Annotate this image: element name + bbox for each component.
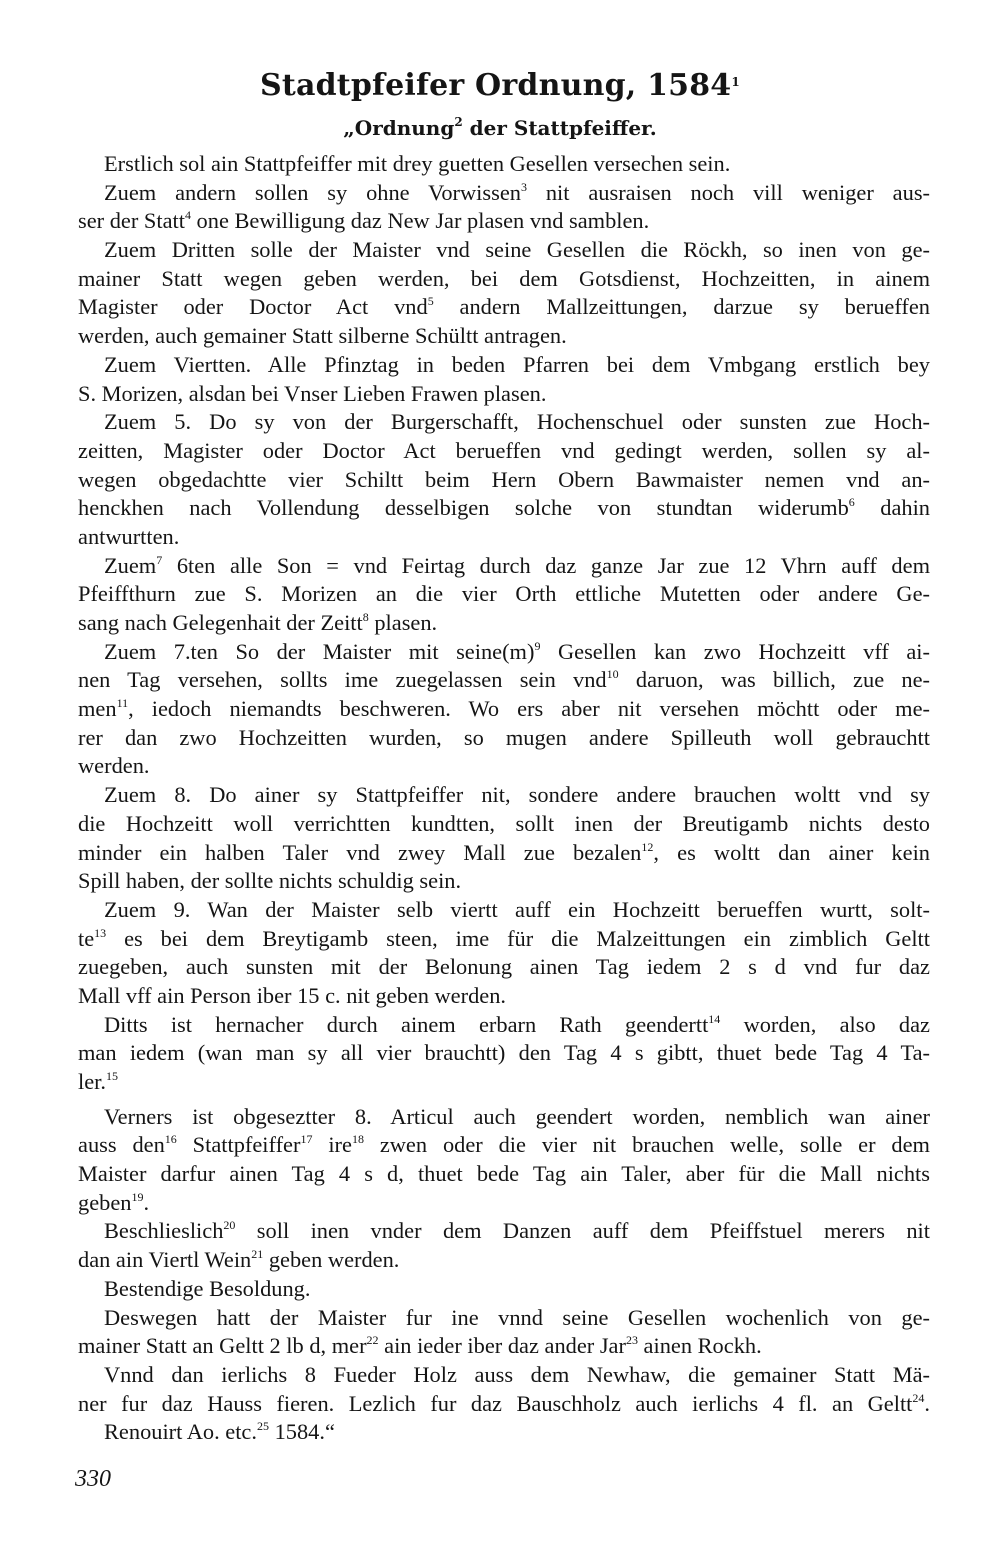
line-text: Zuem 8. Do ainer sy Stattpfeiffer nit, sondere andere brauchen woltt vnd sy bbox=[104, 782, 930, 808]
line-text: Deswegen hatt der Maister fur ine vnnd seine Gesellen wochenlich von ge- bbox=[104, 1304, 930, 1330]
text-line bbox=[78, 1332, 930, 1361]
text-line bbox=[78, 1390, 930, 1419]
footnote-ref: 9 bbox=[534, 638, 541, 653]
text-line bbox=[78, 351, 930, 380]
line-text: geben bbox=[78, 1189, 132, 1215]
line-text: Zuem andern sollen sy ohne Vorwissen bbox=[104, 179, 521, 205]
line-text: auss den bbox=[78, 1132, 165, 1158]
text-line bbox=[78, 1189, 930, 1218]
line-text: nen Tag versehen, sollts ime zuegelassen sein vnd bbox=[78, 667, 607, 693]
line-text: sang nach Gelegenhait der Zeitt bbox=[78, 610, 363, 635]
footnote-ref: 18 bbox=[351, 1132, 364, 1147]
footnote-ref: 10 bbox=[606, 667, 619, 682]
text-line bbox=[78, 293, 930, 322]
text-line bbox=[78, 1418, 930, 1447]
section-subtitle bbox=[0, 116, 1000, 140]
line-text: Zuem 5. Do sy von der Burgerschafft, Hochenschuel oder sunsten zue Hoch- bbox=[104, 409, 930, 435]
title-text: Stadtpfeifer Ordnung, 1584 bbox=[260, 68, 732, 103]
line-text: Zuem 9. Wan der Maister selb viertt auff ein Hochzeitt berueffen wurtt, solt- bbox=[104, 896, 930, 922]
footnote-ref: 21 bbox=[251, 1247, 264, 1262]
footnote-ref: 5 bbox=[427, 294, 434, 309]
text-line bbox=[78, 1011, 930, 1040]
subtitle-rest: der Stattpfeiffer. bbox=[462, 116, 657, 140]
page-title bbox=[0, 68, 1000, 103]
line-text: Maister darfur ainen Tag 4 s d, thuet bede Tag ain Taler, aber für die Mall nichts bbox=[78, 1161, 930, 1187]
line-text: werden, auch gemainer Statt silberne Schültt antragen. bbox=[78, 323, 567, 349]
line-text: nit ausraisen noch vill weniger aus- bbox=[526, 179, 930, 205]
line-text: Spill haben, der sollte nichts schuldig sein. bbox=[78, 868, 462, 894]
line-text: dan ain Viertl Wein bbox=[78, 1247, 252, 1273]
text-line bbox=[78, 1304, 930, 1333]
line-text: henckhen nach Vollendung desselbigen solche von stundtan widerumb bbox=[78, 495, 849, 521]
footnote-ref: 16 bbox=[164, 1132, 177, 1147]
line-text: soll inen vnder dem Danzen auff dem Pfeiffstuel merers nit bbox=[235, 1218, 930, 1244]
line-text: Magister oder Doctor Act vnd bbox=[78, 294, 428, 320]
footnote-ref: 7 bbox=[156, 552, 163, 567]
body-text bbox=[78, 150, 930, 1447]
footnote-ref: 6 bbox=[848, 495, 855, 510]
footnote-ref: 8 bbox=[362, 610, 369, 624]
line-text: Stattpfeiffer bbox=[176, 1132, 301, 1158]
subtitle-footnote-ref: 2 bbox=[454, 115, 463, 129]
line-text: ser der Statt bbox=[78, 208, 185, 234]
footnote-ref: 15 bbox=[105, 1069, 118, 1083]
line-text: ain ieder iber daz ander Jar bbox=[378, 1333, 626, 1359]
line-text: minder ein halben Taler vnd zwey Mall zue bezalen bbox=[78, 839, 642, 865]
text-line bbox=[78, 179, 930, 208]
line-text: Gesellen kan zwo Hochzeitt vff ai- bbox=[540, 638, 930, 664]
line-text: one Bewilligung daz New Jar plasen vnd samblen. bbox=[190, 208, 650, 234]
text-line bbox=[78, 580, 930, 609]
text-line bbox=[78, 781, 930, 810]
line-text: zeitten, Magister oder Doctor Act berueffen vnd gedingt werden, sollen sy al- bbox=[78, 437, 930, 463]
footnote-ref: 11 bbox=[116, 696, 129, 711]
text-line bbox=[78, 724, 930, 753]
text-line bbox=[78, 236, 930, 265]
line-text: Renouirt Ao. etc. bbox=[104, 1419, 257, 1445]
line-text: Mall vff ain Person iber 15 c. nit geben werden. bbox=[78, 982, 507, 1008]
footnote-ref: 14 bbox=[708, 1011, 721, 1026]
text-line bbox=[78, 322, 930, 351]
line-text: daruon, was billich, zue ne- bbox=[618, 667, 930, 693]
text-line bbox=[78, 810, 930, 839]
text-line bbox=[78, 1068, 930, 1097]
text-line bbox=[78, 1217, 930, 1246]
line-text: zuegeben, auch sunsten mit der Belonung ainen Tag iedem 2 s d vnd fur daz bbox=[78, 954, 930, 980]
line-text: Zuem 7.ten So der Maister mit seine(m) bbox=[104, 638, 535, 664]
text-line bbox=[78, 1039, 930, 1068]
text-line bbox=[78, 867, 930, 896]
line-text: , iedoch niemandts beschweren. Wo ers aber nit versehen möchtt oder me- bbox=[128, 696, 930, 722]
footnote-ref: 17 bbox=[300, 1132, 313, 1147]
text-line bbox=[78, 437, 930, 466]
footnote-ref: 3 bbox=[520, 179, 527, 194]
text-line bbox=[78, 638, 930, 667]
footnote-ref: 23 bbox=[625, 1333, 638, 1348]
line-text: geben werden. bbox=[263, 1247, 400, 1273]
line-text: rer dan zwo Hochzeitten wurden, so mugen andere Spilleuth woll gebrauchtt bbox=[78, 724, 930, 750]
text-line bbox=[78, 695, 930, 724]
line-text: antwurtten. bbox=[78, 523, 180, 549]
footnote-ref: 4 bbox=[184, 208, 191, 223]
text-line bbox=[78, 265, 930, 294]
line-text: werden. bbox=[78, 753, 150, 779]
text-line bbox=[78, 1275, 930, 1304]
line-text: ire bbox=[312, 1132, 352, 1158]
text-line bbox=[78, 523, 930, 552]
line-text: te bbox=[78, 925, 95, 951]
line-text: . bbox=[924, 1390, 930, 1416]
footnote-ref: 13 bbox=[94, 925, 107, 940]
text-line bbox=[78, 982, 930, 1011]
line-text: . bbox=[143, 1189, 150, 1215]
footnote-ref: 25 bbox=[256, 1419, 269, 1434]
line-text: wegen obgedachtte vier Schiltt beim Hern Obern Bawmaister nemen vnd an- bbox=[78, 466, 930, 492]
line-text: Vnnd dan ierlichs 8 Fueder Holz auss dem Newhaw, die gemainer Statt Mä- bbox=[104, 1361, 930, 1387]
line-text: dahin bbox=[854, 495, 930, 521]
line-text: ler. bbox=[78, 1069, 106, 1094]
line-text: Pfeiffthurn zue S. Morizen an die vier Orth ettliche Mutetten oder andere Ge- bbox=[78, 581, 930, 607]
text-line bbox=[78, 752, 930, 781]
text-line bbox=[78, 1131, 930, 1160]
line-text: 1584.“ bbox=[268, 1419, 335, 1445]
text-line bbox=[78, 666, 930, 695]
line-text: mainer Statt wegen geben werden, bei dem Gotsdienst, Hochzeitten, in ainem bbox=[78, 265, 930, 291]
line-text: plasen. bbox=[368, 610, 438, 635]
line-text: , es woltt dan ainer kein bbox=[653, 839, 930, 865]
text-line bbox=[78, 1361, 930, 1390]
line-text: worden, also daz bbox=[720, 1011, 930, 1037]
line-text: man iedem (wan man sy all vier brauchtt) den Tag 4 s gibtt, thuet bede Tag 4 Ta- bbox=[78, 1040, 930, 1066]
text-line bbox=[78, 1246, 930, 1275]
footnote-ref: 19 bbox=[131, 1189, 144, 1204]
text-line bbox=[78, 552, 930, 581]
text-line bbox=[78, 408, 930, 437]
line-text: zwen oder die vier nit brauchen welle, solle er dem bbox=[363, 1132, 930, 1158]
text-line bbox=[78, 466, 930, 495]
line-text: men bbox=[78, 696, 117, 722]
line-text: ner fur daz Hauss fieren. Lezlich fur daz Bauschholz auch ierlichs 4 fl. an Geltt bbox=[78, 1390, 913, 1416]
line-text: es bei dem Breytigamb steen, ime für die Malzeittungen ein zimblich Geltt bbox=[106, 925, 930, 951]
line-text: Bestendige Besoldung. bbox=[104, 1275, 311, 1301]
line-text: mainer Statt an Geltt 2 lb d, mer bbox=[78, 1333, 367, 1359]
line-text: S. Morizen, alsdan bei Vnser Lieben Frawen plasen. bbox=[78, 380, 547, 406]
line-text: die Hochzeitt woll verrichtten kundtten, sollt inen der Breutigamb nichts desto bbox=[78, 810, 930, 836]
text-line bbox=[78, 1160, 930, 1189]
text-line bbox=[78, 925, 930, 954]
line-text: 6ten alle Son = vnd Feirtag durch daz ganze Jar zue 12 Vhrn auff dem bbox=[162, 552, 930, 578]
footnote-ref: 20 bbox=[223, 1218, 236, 1233]
line-text: andern Mallzeittungen, darzue sy berueffen bbox=[433, 294, 930, 320]
line-text: Erstlich sol ain Stattpfeiffer mit drey guetten Gesellen versechen sein. bbox=[104, 151, 731, 176]
footnote-ref: 24 bbox=[912, 1390, 925, 1405]
text-line bbox=[78, 494, 930, 523]
page-number: 330 bbox=[75, 1466, 111, 1492]
line-text: Zuem bbox=[104, 552, 157, 578]
text-line bbox=[78, 380, 930, 409]
line-text: Zuem Dritten solle der Maister vnd seine Gesellen die Röckh, so inen von ge- bbox=[104, 237, 930, 263]
line-text: ainen Rockh. bbox=[637, 1333, 762, 1359]
line-text: Verners ist obgeseztter 8. Articul auch geendert worden, nemblich wan ainer bbox=[104, 1103, 930, 1129]
text-line bbox=[78, 609, 930, 638]
title-footnote-ref: 1 bbox=[731, 75, 740, 89]
text-line bbox=[78, 839, 930, 868]
text-line bbox=[78, 207, 930, 236]
text-line bbox=[78, 1103, 930, 1132]
footnote-ref: 12 bbox=[641, 839, 654, 854]
line-text: Zuem Viertten. Alle Pfinztag in beden Pfarren bei dem Vmbgang erstlich bey bbox=[104, 351, 930, 377]
footnote-ref: 22 bbox=[366, 1333, 379, 1348]
text-line bbox=[78, 896, 930, 925]
text-line bbox=[78, 150, 930, 179]
subtitle-text: „Ordnung bbox=[343, 116, 455, 140]
line-text: Ditts ist hernacher durch ainem erbarn Rath geendertt bbox=[104, 1011, 709, 1037]
text-line bbox=[78, 953, 930, 982]
line-text: Beschlieslich bbox=[104, 1218, 224, 1244]
